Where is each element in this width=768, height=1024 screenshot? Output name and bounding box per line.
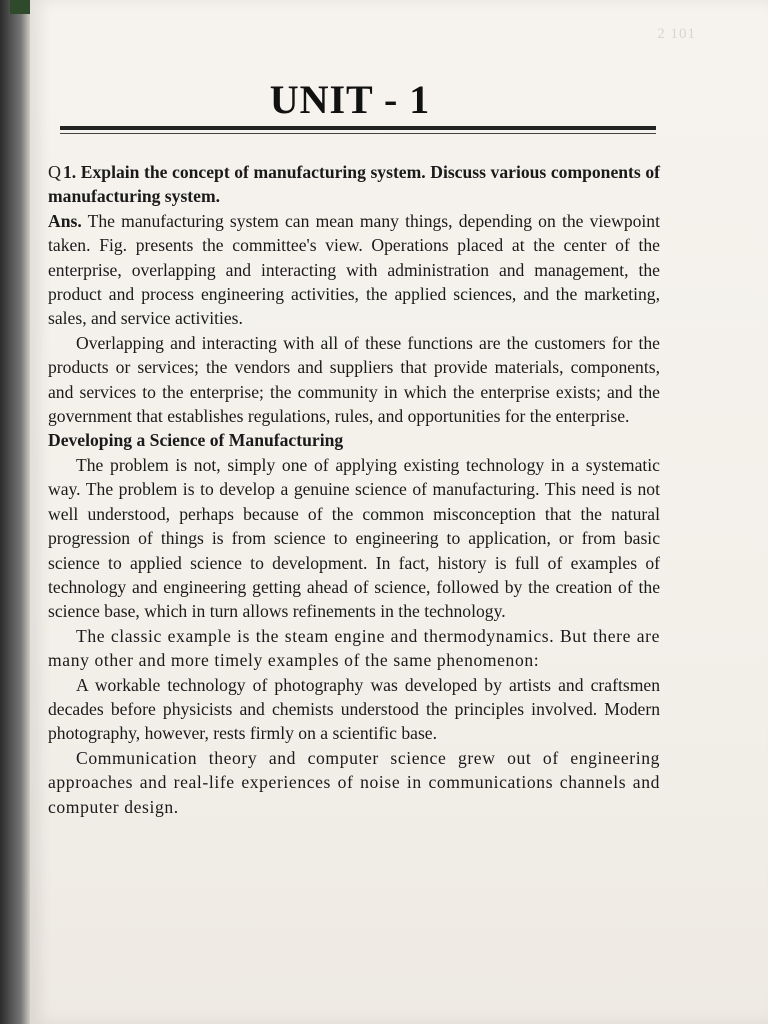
title-rule-thick: [60, 126, 656, 130]
answer: [48, 209, 660, 331]
answer-text: The manufacturing system can mean many things, depending on the viewpoint taken. Fig. presents the committee's view. Operations placed at the center of the enterprise, overlapping and interacting with administration and management, the product and process engineering activities, the applied sciences, and the marketing, sales, and service activities.: [48, 210, 660, 329]
question-marker: Q: [48, 162, 61, 182]
question-text: 1. Explain the concept of manufacturing system. Discuss various components of manufacturing system.: [48, 162, 660, 207]
paragraph-steam-engine: The classic example is the steam engine and thermodynamics. But there are many other and more timely examples of the same phenomenon:: [48, 625, 660, 671]
book-spine-edge: [0, 0, 30, 1024]
answer-label: Ans.: [48, 210, 82, 231]
unit-title: UNIT - 1: [269, 77, 431, 122]
paragraph-stakeholders: Overlapping and interacting with all of these functions are the customers for the products or services; the vendors and suppliers that provide materials, components, and services to the enterprise; the community in which the enterprise exists; and the government that establishes regulations, rules, and opportunities for the enterprise.: [48, 332, 660, 427]
paragraph-communication: Communication theory and computer science grew out of engineering approaches and real-life experiences of noise in communications channels and computer design.: [48, 747, 660, 817]
faded-stamp: 2 101: [657, 26, 696, 42]
page-content: [48, 160, 660, 819]
paragraph-problem: The problem is not, simply one of applying existing technology in a systematic way. The problem is to develop a genuine science of manufacturing. This need is not well understood, perhaps because of the common misconception that the natural progression of things is from science to engineering to application, or from basic science to applied science to development. In fact, history is full of examples of technology and engineering getting ahead of science, followed by the creation of the science base, which in turn allows refinements in the technology.: [48, 454, 660, 622]
title-rule-thin: [60, 133, 656, 134]
section-heading: Developing a Science of Manufacturing: [48, 430, 344, 451]
paragraph-photography: A workable technology of photography was developed by artists and craftsmen decades before physicists and chemists understood the principles involved. Modern photography, however, rests firmly on a scientific base.: [48, 674, 660, 744]
question: [48, 160, 660, 209]
